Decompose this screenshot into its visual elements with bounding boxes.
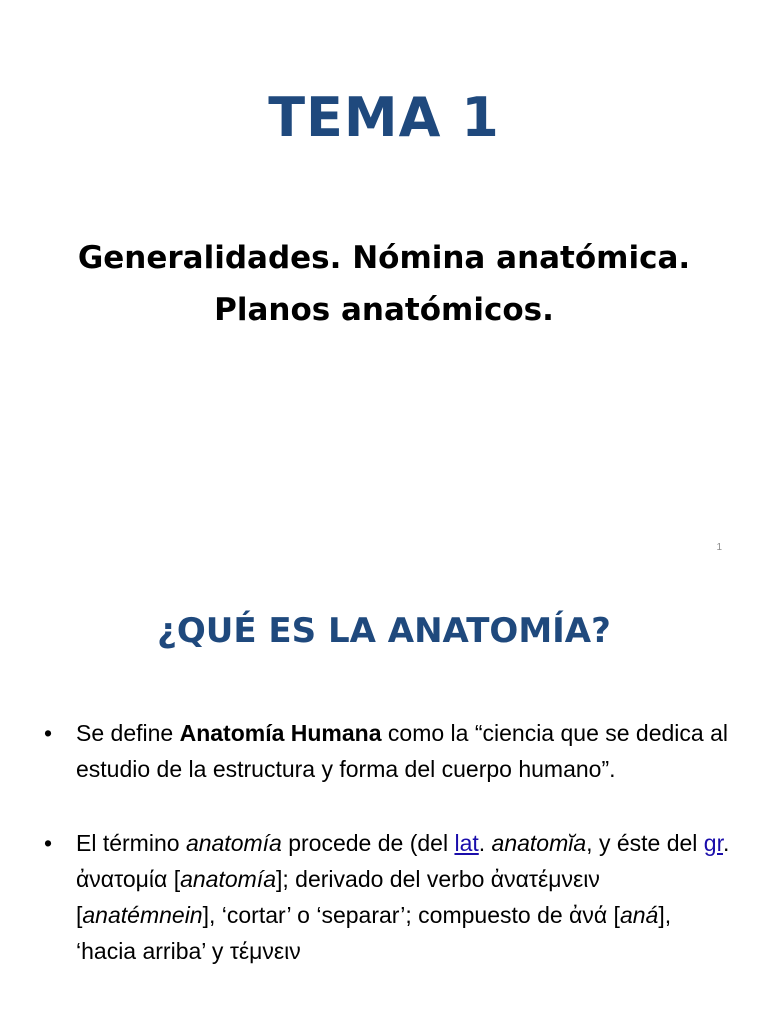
bullet-text: procede de (del — [281, 830, 455, 856]
bullet-text: ], ‘cortar’ o ‘separar’; compuesto de ἀνά [ — [202, 902, 620, 928]
bullet-item-definition — [44, 715, 734, 787]
slide-title: TEMA 1 — [268, 86, 500, 149]
link-lat[interactable]: lat — [454, 830, 479, 856]
italic-term: anatomĭa — [491, 830, 587, 856]
bullet-item-etymology — [44, 825, 734, 969]
bullet-icon: • — [44, 830, 53, 856]
bullet-icon: • — [44, 720, 53, 746]
bullet-text: ]; derivado del verbo ἀνατέμνειν [ — [76, 866, 600, 928]
link-gr[interactable]: gr — [703, 830, 723, 856]
italic-term: aná — [619, 902, 659, 928]
slide-number: 1 — [716, 542, 722, 553]
bullet-text: , y éste del — [586, 830, 704, 856]
bullet-text: Se define — [76, 720, 180, 746]
italic-term: anatomía — [180, 866, 276, 892]
slide-anatomy-definition — [0, 575, 768, 1024]
italic-term: anatémnein — [82, 902, 203, 928]
bullet-list — [44, 715, 734, 1007]
bullet-text: El término — [76, 830, 186, 856]
italic-term: anatomía — [185, 830, 282, 856]
subtitle-line-2: Planos anatómicos. — [214, 292, 554, 328]
bullet-text: como la “ciencia que se dedica al estudio de la estructura y forma del cuerpo humano”. — [76, 720, 729, 782]
bullet-text: ], ‘hacia arriba’ y τέμνειν — [76, 902, 672, 964]
slide-subtitle — [0, 232, 768, 336]
slide-heading: ¿QUÉ ES LA ANATOMÍA? — [157, 611, 611, 651]
bold-term: Anatomía Humana — [179, 720, 382, 746]
subtitle-line-1: Generalidades. Nómina anatómica. — [77, 240, 691, 276]
bullet-text: . ἀνατομία [ — [76, 830, 730, 892]
bullet-text: . — [478, 830, 492, 856]
